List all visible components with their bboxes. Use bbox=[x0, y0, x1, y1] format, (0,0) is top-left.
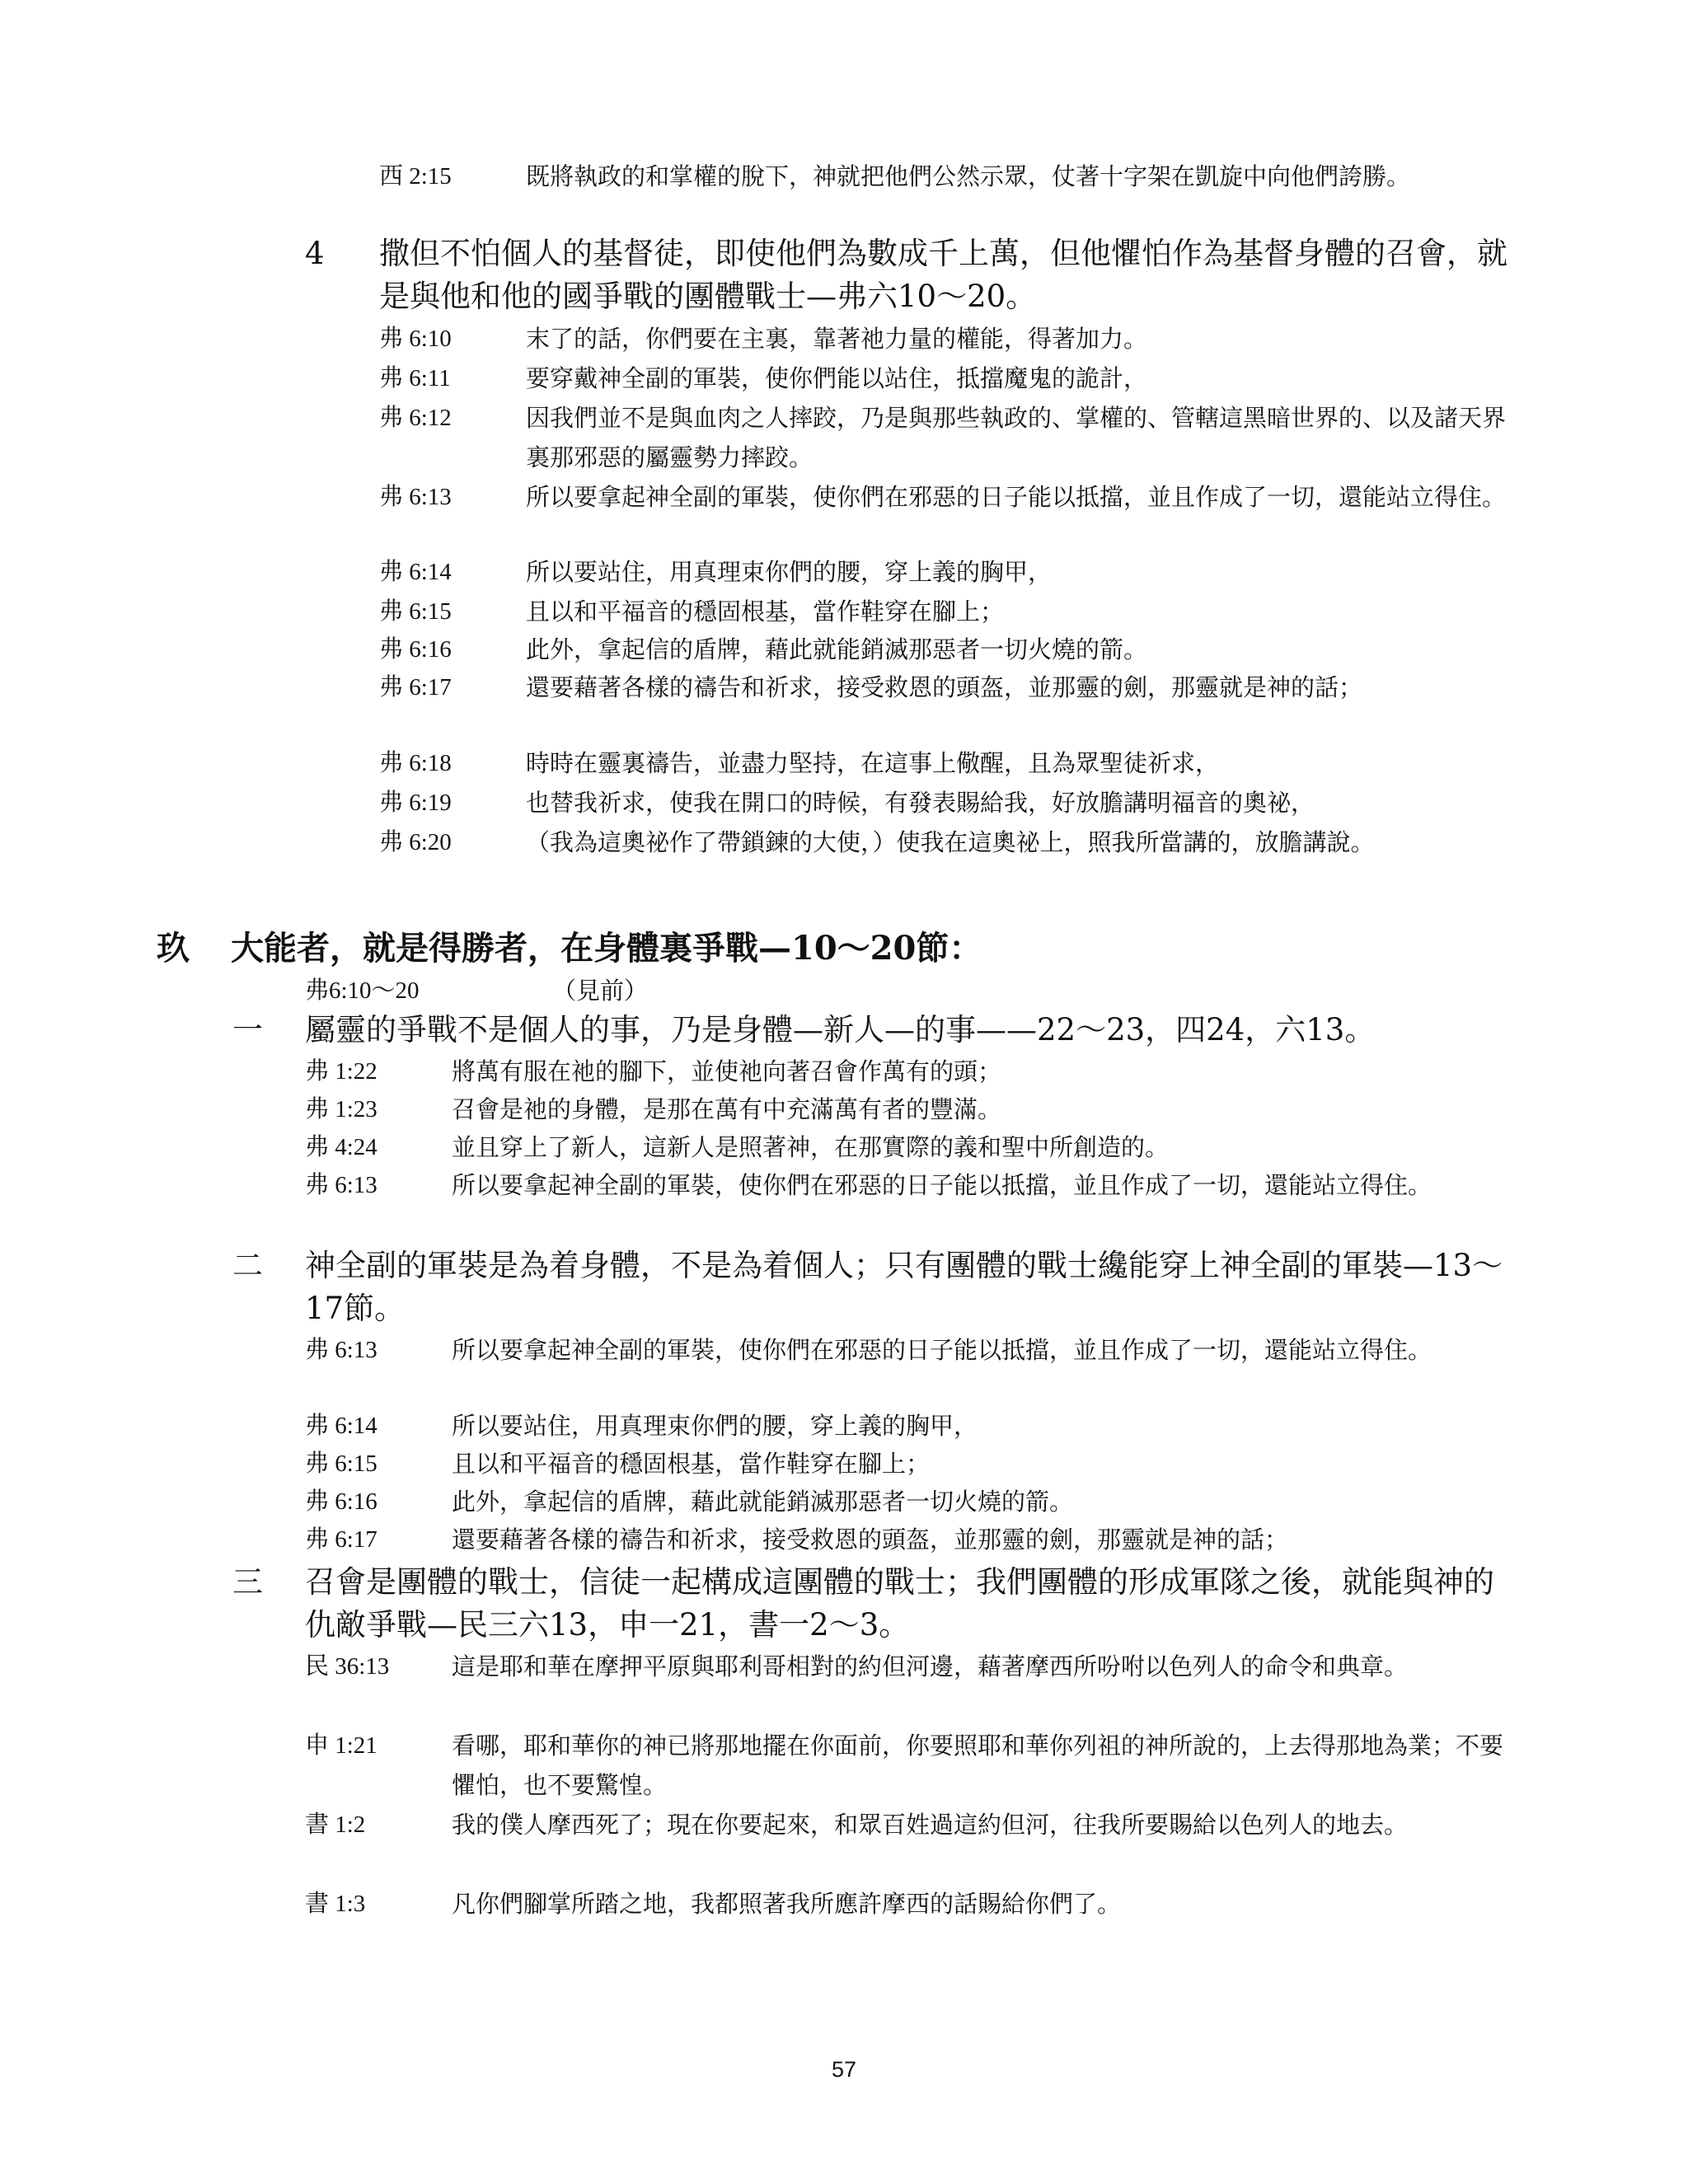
verse-item bbox=[305, 1444, 1508, 1483]
verse-item bbox=[305, 1165, 1508, 1205]
verse-text: 所以要拿起神全副的軍裝，使你們在邪惡的日子能以抵擋，並且作成了一切，還能站立得住。 bbox=[526, 483, 1507, 511]
verse-text: 還要藉著各樣的禱告和祈求，接受救恩的頭盔，並那靈的劍，那靈就是神的話； bbox=[526, 673, 1363, 701]
verse-ref: 弗 6:10 bbox=[379, 326, 452, 352]
verse-item bbox=[379, 552, 1508, 592]
outline-point-1 bbox=[232, 1009, 1508, 1052]
verse-item bbox=[379, 592, 1508, 631]
verse-ref: 弗 1:23 bbox=[305, 1096, 377, 1122]
verse-item bbox=[305, 1482, 1508, 1521]
verse-item bbox=[379, 743, 1508, 783]
verse-item bbox=[305, 1330, 1508, 1370]
reference-line bbox=[305, 971, 1508, 1010]
verse-col-2-15 bbox=[379, 157, 1508, 196]
outline-point-2 bbox=[232, 1244, 1508, 1330]
verse-item bbox=[379, 319, 1508, 359]
outline-text: 召會是團體的戰士，信徒一起構成這團體的戰士；我們團體的形成軍隊之後，就能與神的仇敵爭戰—民三六13，申一21，書一2～3。 bbox=[305, 1564, 1494, 1643]
outline-number: 4 bbox=[305, 236, 325, 271]
verse-ref: 弗 6:13 bbox=[305, 1172, 377, 1198]
verse-ref: 弗 6:13 bbox=[305, 1337, 377, 1363]
verse-item bbox=[379, 823, 1508, 862]
verse-ref: 書 1:2 bbox=[305, 1811, 366, 1838]
outline-number: 一 bbox=[232, 1012, 263, 1047]
verse-ref: 書 1:3 bbox=[305, 1891, 366, 1917]
verse-text: 召會是祂的身體，是那在萬有中充滿萬有者的豐滿。 bbox=[452, 1095, 1002, 1123]
page-number: 57 bbox=[831, 2057, 857, 2082]
outline-point-4 bbox=[305, 232, 1508, 318]
verse-ref: 弗 6:12 bbox=[379, 405, 452, 431]
verse-item bbox=[305, 1805, 1508, 1844]
verse-text: 將萬有服在祂的腳下，並使祂向著召會作萬有的頭； bbox=[452, 1057, 1002, 1085]
verse-text: 既將執政的和掌權的脫下，神就把他們公然示眾，仗著十字架在凱旋中向他們誇勝。 bbox=[526, 162, 1411, 190]
verse-ref: 弗 6:15 bbox=[379, 598, 452, 625]
verse-ref: 西 2:15 bbox=[379, 163, 452, 190]
verse-text: 要穿戴神全副的軍裝，使你們能以站住，抵擋魔鬼的詭計， bbox=[526, 364, 1148, 392]
verse-text: 我的僕人摩西死了；現在你要起來，和眾百姓過這約但河，往我所要賜給以色列人的地去。 bbox=[452, 1811, 1409, 1839]
verse-text: 還要藉著各樣的禱告和祈求，接受救恩的頭盔，並那靈的劍，那靈就是神的話； bbox=[452, 1526, 1289, 1554]
outline-point-3 bbox=[232, 1561, 1508, 1647]
verse-ref: 弗 6:16 bbox=[305, 1488, 377, 1515]
verse-text: 時時在靈裏禱告，並盡力堅持，在這事上儆醒，且為眾聖徒祈求， bbox=[526, 749, 1220, 777]
verse-item bbox=[379, 477, 1508, 517]
verse-text: （我為這奧祕作了帶鎖鍊的大使，）使我在這奧祕上，照我所當講的，放膽講說。 bbox=[526, 828, 1375, 856]
verse-text: 凡你們腳掌所踏之地，我都照著我所應許摩西的話賜給你們了。 bbox=[452, 1890, 1122, 1918]
verse-ref: 民 36:13 bbox=[305, 1653, 390, 1680]
verse-item bbox=[379, 359, 1508, 398]
verse-text: 這是耶和華在摩押平原與耶利哥相對的約但河邊，藉著摩西所吩咐以色列人的命令和典章。 bbox=[452, 1652, 1409, 1680]
verse-ref: 弗 6:17 bbox=[305, 1526, 377, 1553]
section-number: 玖 bbox=[157, 929, 190, 968]
verse-ref: 弗6:10～20 bbox=[305, 977, 420, 1004]
verse-item bbox=[305, 1090, 1508, 1129]
verse-ref: 弗 6:14 bbox=[305, 1413, 377, 1439]
verse-item bbox=[305, 1884, 1508, 1924]
outline-number: 三 bbox=[232, 1564, 263, 1600]
verse-ref: 弗 6:20 bbox=[379, 829, 452, 855]
verse-text: 看哪，耶和華你的神已將那地擺在你面前，你要照耶和華你列祖的神所說的，上去得那地為業；不要懼怕，也不要驚惶。 bbox=[452, 1732, 1504, 1799]
verse-text: 也替我祈求，使我在開口的時候，有發表賜給我，好放膽講明福音的奧祕， bbox=[526, 789, 1315, 817]
verse-ref: 申 1:21 bbox=[305, 1732, 377, 1759]
outline-text: 屬靈的爭戰不是個人的事，乃是身體—新人—的事——22～23，四24，六13。 bbox=[305, 1012, 1376, 1047]
verse-text: 所以要站住，用真理束你們的腰，穿上義的胸甲， bbox=[526, 558, 1053, 586]
verse-item bbox=[379, 398, 1508, 477]
verse-ref: 弗 6:14 bbox=[379, 559, 452, 585]
verse-item bbox=[379, 630, 1508, 669]
verse-item bbox=[379, 783, 1508, 823]
verse-ref: 弗 6:16 bbox=[379, 636, 452, 663]
verse-text: 因我們並不是與血肉之人摔跤，乃是與那些執政的、掌權的、管轄這黑暗世界的、以及諸天界裏那邪惡的屬靈勢力摔跤。 bbox=[526, 404, 1507, 471]
verse-text: 且以和平福音的穩固根基，當作鞋穿在腳上； bbox=[452, 1450, 931, 1478]
outline-text: 神全副的軍裝是為着身體，不是為着個人；只有團體的戰士纔能穿上神全副的軍裝—13～17節。 bbox=[305, 1248, 1503, 1326]
verse-item bbox=[305, 1520, 1508, 1559]
verse-item bbox=[305, 1647, 1508, 1686]
verse-ref: 弗 4:24 bbox=[305, 1134, 377, 1160]
verse-ref: 弗 6:18 bbox=[379, 750, 452, 776]
verse-item bbox=[305, 1406, 1508, 1446]
verse-text: 所以要拿起神全副的軍裝，使你們在邪惡的日子能以抵擋，並且作成了一切，還能站立得住。 bbox=[452, 1171, 1432, 1199]
verse-text: 此外，拿起信的盾牌，藉此就能銷滅那惡者一切火燒的箭。 bbox=[526, 635, 1148, 663]
outline-number: 二 bbox=[232, 1248, 263, 1283]
verse-ref: 弗 1:22 bbox=[305, 1058, 377, 1085]
verse-text: 所以要站住，用真理束你們的腰，穿上義的胸甲， bbox=[452, 1412, 978, 1440]
section-heading bbox=[157, 926, 1508, 972]
outline-text: 撒但不怕個人的基督徒，即使他們為數成千上萬，但他懼怕作為基督身體的召會，就是與他和他的國爭戰的團體戰士—弗六10～20。 bbox=[379, 236, 1507, 314]
verse-text: 所以要拿起神全副的軍裝，使你們在邪惡的日子能以抵擋，並且作成了一切，還能站立得住。 bbox=[452, 1336, 1432, 1364]
section-title: 大能者，就是得勝者，在身體裏爭戰—10～20節： bbox=[231, 929, 982, 968]
verse-ref: 弗 6:11 bbox=[379, 365, 451, 391]
verse-item bbox=[305, 1127, 1508, 1167]
verse-ref: 弗 6:13 bbox=[379, 484, 452, 510]
verse-text: 並且穿上了新人，這新人是照著神，在那實際的義和聖中所創造的。 bbox=[452, 1133, 1170, 1161]
verse-ref: 弗 6:19 bbox=[379, 790, 452, 816]
verse-item bbox=[379, 668, 1508, 707]
verse-text: 且以和平福音的穩固根基，當作鞋穿在腳上； bbox=[526, 598, 1005, 626]
verse-item bbox=[305, 1052, 1508, 1091]
verse-text: 末了的話，你們要在主裏，靠著祂力量的權能，得著加力。 bbox=[526, 325, 1148, 353]
verse-ref: 弗 6:17 bbox=[379, 674, 452, 701]
verse-text: （見前） bbox=[552, 977, 649, 1005]
verse-text: 此外，拿起信的盾牌，藉此就能銷滅那惡者一切火燒的箭。 bbox=[452, 1488, 1074, 1516]
verse-ref: 弗 6:15 bbox=[305, 1451, 377, 1477]
verse-item bbox=[305, 1726, 1508, 1805]
